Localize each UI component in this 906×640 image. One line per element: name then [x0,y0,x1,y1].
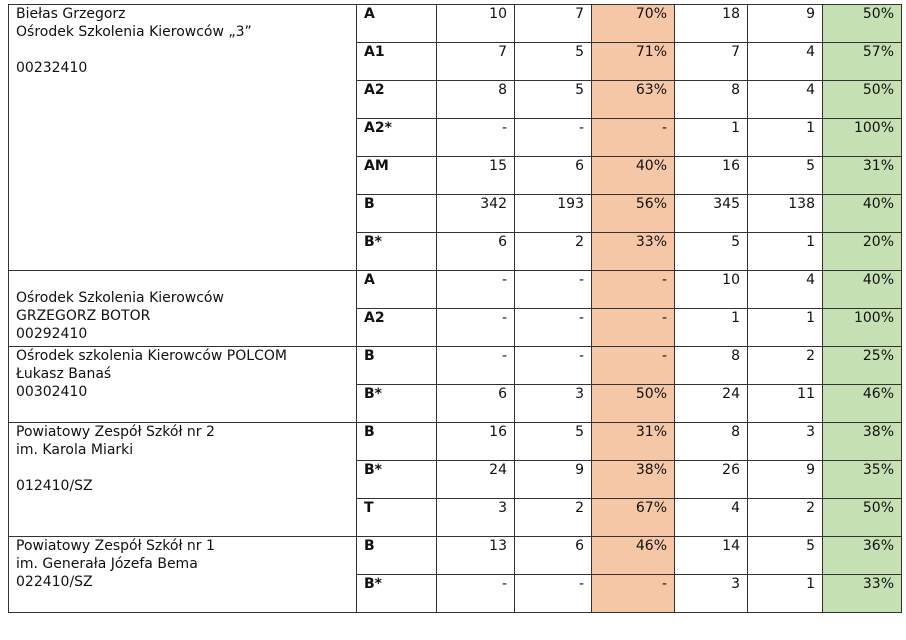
category-cell: A1 [357,43,437,81]
pass-rate-cell: 100% [823,309,902,347]
count-cell: - [437,119,515,157]
school-info-line: 022410/SZ [16,574,93,590]
school-info-line: Ośrodek szkolenia Kierowców POLCOM [16,348,287,364]
pass-rate-cell: 57% [823,43,902,81]
count-cell: 1 [748,119,823,157]
count-cell: 3 [675,575,748,613]
pass-rate-cell: 40% [823,195,902,233]
table-row [9,271,902,309]
category-cell: A [357,5,437,43]
count-cell: 138 [748,195,823,233]
pass-rate-cell: 46% [592,537,675,575]
pass-rate-cell: 33% [823,575,902,613]
school-info-line: Biełas Grzegorz [16,6,126,22]
count-cell: 5 [748,537,823,575]
table-row [9,347,902,385]
count-cell: 8 [675,423,748,461]
pass-rate-cell: 31% [592,423,675,461]
count-cell: 3 [437,499,515,537]
count-cell: 1 [748,309,823,347]
count-cell: 5 [675,233,748,271]
pass-rate-cell: 31% [823,157,902,195]
pass-rate-cell: 25% [823,347,902,385]
school-info-line: Powiatowy Zespół Szkół nr 2 [16,424,215,440]
count-cell: 1 [748,575,823,613]
school-line-spacer [16,459,349,477]
count-cell: 6 [437,233,515,271]
count-cell: 16 [437,423,515,461]
pass-rate-cell: - [592,119,675,157]
pass-rate-cell: 35% [823,461,902,499]
count-cell: 6 [515,157,592,195]
category-cell: A2 [357,81,437,119]
count-cell: 4 [748,81,823,119]
count-cell: 4 [748,271,823,309]
count-cell: - [437,347,515,385]
driving-school-cell [9,5,357,271]
count-cell: 18 [675,5,748,43]
count-cell: 16 [675,157,748,195]
pass-rate-cell: 36% [823,537,902,575]
pass-rate-cell: - [592,575,675,613]
category-cell: A [357,271,437,309]
table-row [9,5,902,43]
pass-rate-cell: 50% [823,5,902,43]
school-info-line: 00232410 [16,60,88,76]
school-line-spacer [16,41,349,59]
school-info-line: Ośrodek Szkolenia Kierowców „3” [16,24,252,40]
count-cell: 7 [515,5,592,43]
results-table-body [9,5,902,613]
school-info-line: im. Karola Miarki [16,442,134,458]
pass-rate-cell: 100% [823,119,902,157]
table-row [9,423,902,461]
school-info-line: GRZEGORZ BOTOR [16,308,151,324]
count-cell: - [515,575,592,613]
pass-rate-cell: 20% [823,233,902,271]
count-cell: - [515,347,592,385]
count-cell: - [437,575,515,613]
pass-rate-cell: 38% [592,461,675,499]
count-cell: 2 [748,347,823,385]
driving-school-cell [9,537,357,613]
school-info-line: Powiatowy Zespół Szkół nr 1 [16,538,215,554]
school-info-line: 012410/SZ [16,478,93,494]
count-cell: - [515,271,592,309]
school-info-line: Łukasz Banaś [16,366,112,382]
count-cell: 7 [675,43,748,81]
school-line-spacer [16,271,349,289]
pass-rate-cell: - [592,271,675,309]
count-cell: 1 [675,309,748,347]
pass-rate-cell: - [592,347,675,385]
count-cell: 342 [437,195,515,233]
count-cell: 3 [748,423,823,461]
school-info-line: 00302410 [16,384,88,400]
count-cell: 26 [675,461,748,499]
count-cell: 1 [675,119,748,157]
count-cell: 3 [515,385,592,423]
pass-rate-cell: 40% [592,157,675,195]
category-cell: B [357,195,437,233]
pass-rate-cell: - [592,309,675,347]
pass-rate-cell: 40% [823,271,902,309]
pass-rate-cell: 63% [592,81,675,119]
pass-rate-cell: 46% [823,385,902,423]
count-cell: 5 [515,423,592,461]
results-table [8,4,902,613]
pass-rate-cell: 50% [823,81,902,119]
driving-school-cell [9,347,357,423]
count-cell: 9 [748,461,823,499]
count-cell: 8 [437,81,515,119]
count-cell: 1 [748,233,823,271]
count-cell: 5 [515,81,592,119]
count-cell: 8 [675,347,748,385]
count-cell: 10 [437,5,515,43]
count-cell: - [437,309,515,347]
count-cell: 4 [748,43,823,81]
count-cell: 4 [675,499,748,537]
count-cell: 7 [437,43,515,81]
count-cell: 2 [748,499,823,537]
category-cell: T [357,499,437,537]
count-cell: 13 [437,537,515,575]
count-cell: 24 [437,461,515,499]
pass-rate-cell: 50% [823,499,902,537]
pass-rate-cell: 71% [592,43,675,81]
category-cell: B* [357,233,437,271]
school-info-line: im. Generała Józefa Bema [16,556,198,572]
count-cell: 345 [675,195,748,233]
category-cell: AM [357,157,437,195]
count-cell: 15 [437,157,515,195]
count-cell: 8 [675,81,748,119]
count-cell: 9 [515,461,592,499]
count-cell: 6 [515,537,592,575]
count-cell: - [515,119,592,157]
category-cell: B* [357,461,437,499]
count-cell: 10 [675,271,748,309]
count-cell: 6 [437,385,515,423]
category-cell: A2* [357,119,437,157]
category-cell: B [357,423,437,461]
count-cell: 2 [515,499,592,537]
category-cell: B [357,537,437,575]
count-cell: 14 [675,537,748,575]
category-cell: B* [357,575,437,613]
pass-rate-cell: 50% [592,385,675,423]
count-cell: - [437,271,515,309]
count-cell: 2 [515,233,592,271]
count-cell: 5 [515,43,592,81]
count-cell: - [515,309,592,347]
pass-rate-cell: 33% [592,233,675,271]
driving-school-cell [9,271,357,347]
count-cell: 9 [748,5,823,43]
category-cell: A2 [357,309,437,347]
count-cell: 5 [748,157,823,195]
school-info-line: 00292410 [16,326,88,342]
category-cell: B* [357,385,437,423]
count-cell: 24 [675,385,748,423]
pass-rate-cell: 67% [592,499,675,537]
table-row [9,537,902,575]
school-info-line: Ośrodek Szkolenia Kierowców [16,290,224,306]
driving-school-cell [9,423,357,537]
count-cell: 11 [748,385,823,423]
pass-rate-cell: 70% [592,5,675,43]
pass-rate-cell: 38% [823,423,902,461]
category-cell: B [357,347,437,385]
pass-rate-cell: 56% [592,195,675,233]
count-cell: 193 [515,195,592,233]
